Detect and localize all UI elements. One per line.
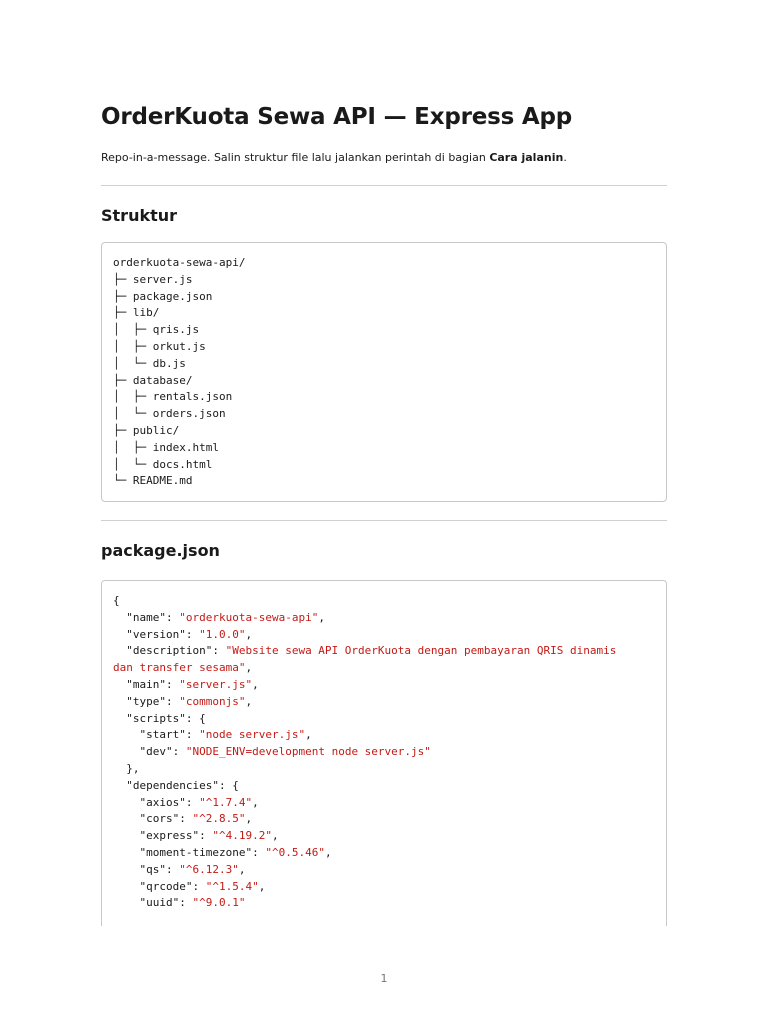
tree-line: │ └─ orders.json bbox=[113, 407, 226, 421]
code-line: "dependencies": { bbox=[126, 778, 239, 792]
json-key: "dependencies" bbox=[126, 778, 219, 792]
code-line: "moment-timezone": "^0.5.46", bbox=[139, 845, 332, 859]
code-line: "name": "orderkuota-sewa-api", bbox=[126, 610, 325, 624]
json-key: "qrcode" bbox=[139, 879, 193, 893]
structure-code bbox=[102, 243, 666, 502]
json-string: "NODE_ENV=development node server.js" bbox=[185, 745, 431, 759]
json-key: "express" bbox=[139, 829, 200, 843]
tree-line: ├─ public/ bbox=[113, 423, 180, 437]
tree-line: │ └─ docs.html bbox=[113, 457, 213, 471]
json-string: "^6.12.3" bbox=[179, 862, 239, 876]
code-line: "dev": "NODE_ENV=development node server.js" bbox=[139, 745, 431, 759]
tree-line: ├─ database/ bbox=[113, 373, 193, 387]
page-number: 1 bbox=[380, 972, 388, 985]
json-string: "server.js" bbox=[179, 677, 253, 691]
json-key: "qs" bbox=[139, 862, 166, 876]
divider bbox=[101, 520, 667, 521]
tree-line: orderkuota-sewa-api/ bbox=[113, 256, 246, 269]
code-line: }, bbox=[113, 761, 140, 775]
code-line: "version": "1.0.0", bbox=[126, 627, 253, 641]
tree-line: │ ├─ orkut.js bbox=[113, 339, 206, 353]
json-key: "uuid" bbox=[139, 896, 180, 910]
json-string: "^1.5.4" bbox=[205, 879, 259, 893]
json-string: "commonjs" bbox=[179, 694, 246, 708]
json-string: "^4.19.2" bbox=[212, 829, 272, 843]
code-line: "cors": "^2.8.5", bbox=[139, 812, 253, 826]
json-key: "scripts" bbox=[126, 711, 186, 725]
json-string: "^9.0.1" bbox=[192, 896, 246, 910]
code-line: "description": "Website sewa API OrderKuota dengan pembayaran QRIS dinamis bbox=[126, 644, 617, 658]
code-line: "type": "commonjs", bbox=[126, 694, 253, 708]
divider bbox=[101, 185, 667, 186]
tree-line: ├─ lib/ bbox=[113, 306, 160, 320]
json-key: "dev" bbox=[139, 745, 173, 759]
section-heading-package-json: package.json bbox=[101, 541, 220, 560]
page-title: OrderKuota Sewa API — Express App bbox=[101, 104, 573, 130]
code-line: "axios": "^1.7.4", bbox=[139, 795, 259, 809]
json-string: "^0.5.46" bbox=[265, 845, 325, 859]
json-string: "^1.7.4" bbox=[199, 795, 253, 809]
json-key: "start" bbox=[139, 728, 186, 742]
intro-end: . bbox=[563, 151, 567, 164]
json-key: "name" bbox=[126, 610, 166, 624]
json-string: dan transfer sesama" bbox=[113, 661, 246, 675]
json-key: "moment-timezone" bbox=[139, 845, 253, 859]
intro-paragraph bbox=[101, 151, 567, 164]
code-line: "main": "server.js", bbox=[126, 677, 259, 691]
code-line: "scripts": { bbox=[126, 711, 206, 725]
json-key: "cors" bbox=[139, 812, 180, 826]
tree-line: │ ├─ rentals.json bbox=[113, 390, 233, 404]
code-line: "express": "^4.19.2", bbox=[139, 829, 279, 843]
tree-line: │ ├─ qris.js bbox=[113, 323, 200, 337]
json-string: "orderkuota-sewa-api" bbox=[179, 610, 319, 624]
intro-bold-link-text: Cara jalanin bbox=[489, 151, 564, 164]
tree-line: ├─ package.json bbox=[113, 289, 213, 303]
json-string: "1.0.0" bbox=[199, 627, 246, 641]
structure-code-block bbox=[101, 242, 667, 502]
code-line: "start": "node server.js", bbox=[139, 728, 312, 742]
code-line: { bbox=[113, 594, 120, 607]
package-json-code bbox=[102, 581, 666, 924]
json-string: "node server.js" bbox=[199, 728, 306, 742]
section-heading-structure: Struktur bbox=[101, 206, 178, 225]
json-key: "main" bbox=[126, 677, 166, 691]
code-line: "qs": "^6.12.3", bbox=[139, 862, 246, 876]
json-key: "type" bbox=[126, 694, 166, 708]
intro-text: Repo-in-a-message. Salin struktur file lalu jalankan perintah di bagian bbox=[101, 151, 490, 164]
tree-line: │ └─ db.js bbox=[113, 356, 186, 370]
code-line: dan transfer sesama", bbox=[113, 661, 253, 675]
package-json-code-block bbox=[101, 580, 667, 926]
tree-line: ├─ server.js bbox=[113, 272, 193, 286]
json-key: "axios" bbox=[139, 795, 186, 809]
code-line: "qrcode": "^1.5.4", bbox=[139, 879, 266, 893]
json-string: "Website sewa API OrderKuota dengan pembayaran QRIS dinamis bbox=[225, 644, 617, 658]
code-line: "uuid": "^9.0.1" bbox=[139, 896, 246, 910]
json-key: "version" bbox=[126, 627, 186, 641]
json-string: "^2.8.5" bbox=[192, 812, 246, 826]
tree-line: │ ├─ index.html bbox=[113, 440, 219, 454]
json-key: "description" bbox=[126, 644, 213, 658]
tree-line: └─ README.md bbox=[113, 474, 193, 488]
